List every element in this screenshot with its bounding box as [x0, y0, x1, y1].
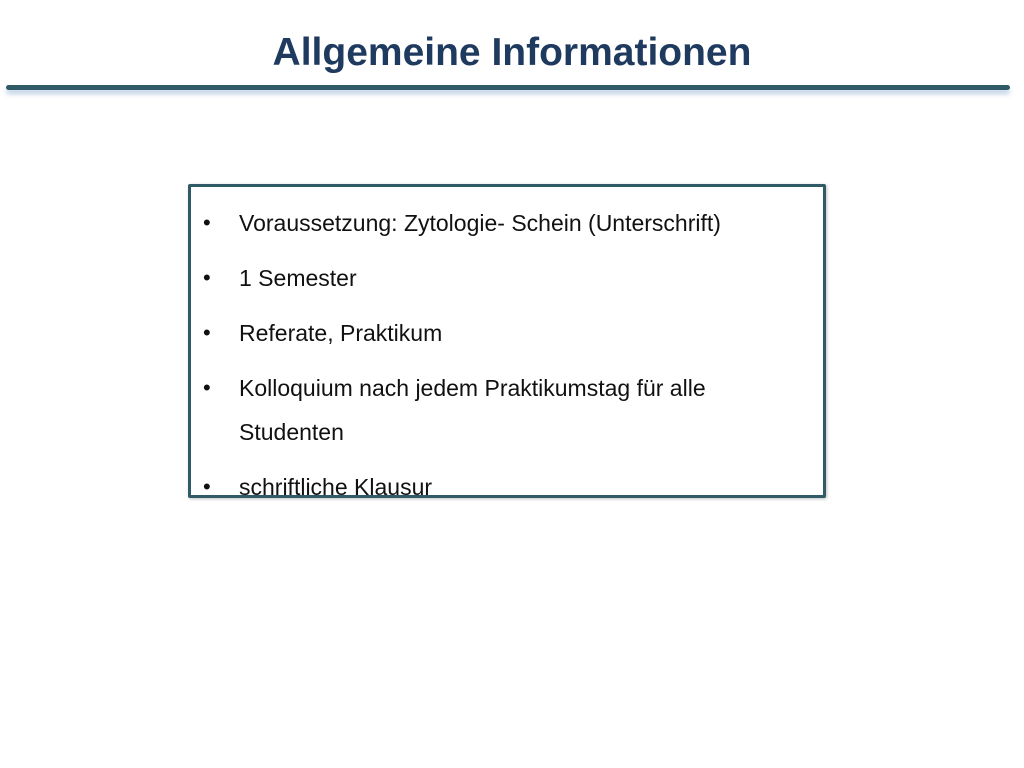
bullet-icon: • — [203, 375, 211, 400]
bullet-text: Referate, Praktikum — [239, 320, 443, 346]
list-item — [201, 465, 811, 509]
title-underline — [6, 85, 1010, 90]
bullet-text: Kolloquium nach jedem Praktikumstag für alle Studenten — [239, 375, 706, 445]
content-box — [188, 184, 826, 498]
bullet-icon: • — [203, 474, 211, 499]
list-item — [201, 311, 811, 355]
list-item — [201, 256, 811, 300]
bullet-icon: • — [203, 320, 211, 345]
slide-title: Allgemeine Informationen — [272, 31, 752, 74]
bullet-icon: • — [203, 265, 211, 290]
list-item — [201, 201, 811, 245]
bullet-text: Voraussetzung: Zytologie- Schein (Unterschrift) — [239, 210, 721, 236]
bullet-text: 1 Semester — [239, 265, 357, 291]
bullet-text: schriftliche Klausur — [239, 474, 433, 500]
list-item — [201, 366, 811, 454]
bullet-icon: • — [203, 210, 211, 235]
bullet-list — [201, 201, 811, 509]
